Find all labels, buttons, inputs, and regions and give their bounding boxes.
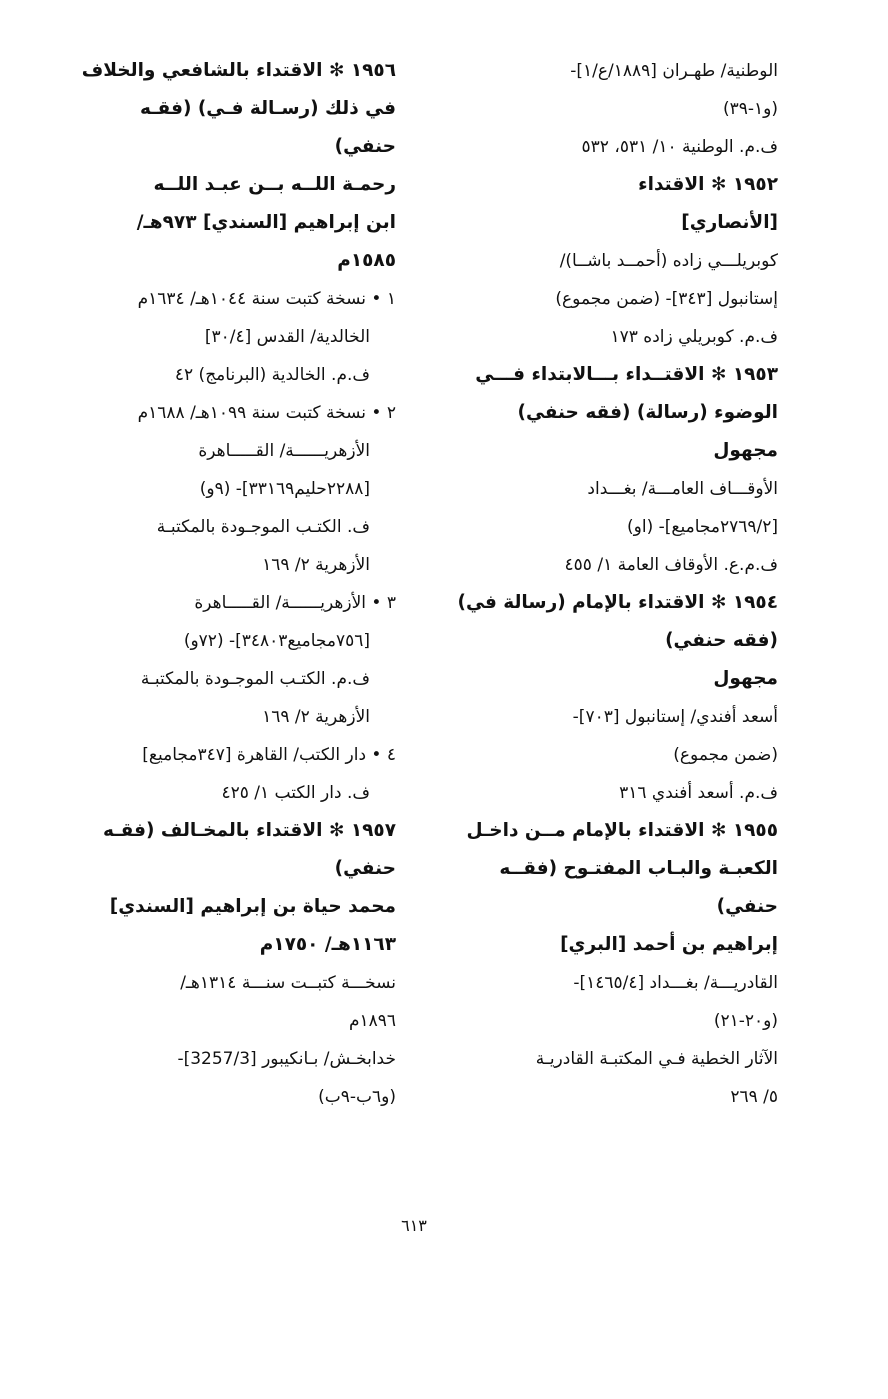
left-column-line: [٢٢٨٨حليم٣٣١٦٩]- (٩و) [199,479,370,499]
right-column-line: [٢٧٦٩/٢مجاميع]- (او) [627,517,778,537]
left-column-line: ف.م. الكتـب الموجـودة بالمكتبـة [140,669,370,689]
left-column-line: ١١٦٣هـ/ ١٧٥٠م [259,934,396,955]
left-column-line: ٤ • دار الكتب/ القاهرة [٣٤٧مجاميع] [142,745,396,765]
page-number: ٦١٣ [401,1216,427,1235]
left-column-line: ١٩٥٦ ✻ الاقتداء بالشافعي والخلاف [81,60,396,81]
left-column-line: ف. دار الكتب ١/ ٤٢٥ [221,783,370,803]
right-column-line: (و١-٣٩) [722,99,778,119]
right-column-line: الأوقـــاف العامـــة/ بغـــداد [587,479,778,499]
right-column-line: القادريـــة/ بغـــداد [١٤٦٥/٤]- [573,973,778,993]
left-column-line: (و٦ب-٩ب) [318,1087,396,1107]
left-column-line: ١٩٥٧ ✻ الاقتداء بالمخـالف (فقـه [103,820,396,841]
right-column-line: ١٩٥٢ ✻ الاقتداء [638,174,778,195]
right-column-line: إبراهيم بن أحمد [البري] [560,934,778,955]
left-column-line: ١٥٨٥م [337,250,396,271]
right-column-line: الوطنية/ طهـران [١٨٨٩/ع/١]- [570,61,778,81]
right-column-line: ١٩٥٣ ✻ الاقتــداء بـــالابتداء فـــي [475,364,778,385]
left-column-line: ١٨٩٦م [348,1011,396,1031]
left-column-line: ف. الكتـب الموجـودة بالمكتبـة [156,517,370,537]
left-column-line: رحمـة اللــه بــن عبـد اللــه [153,174,396,195]
left-column-line: ٢ • نسخة كتبت سنة ١٠٩٩هـ/ ١٦٨٨م [137,403,396,423]
left-column-line: ابن إبراهيم [السندي] ٩٧٣هـ/ [136,212,396,233]
right-column-line: ف.م.ع. الأوقاف العامة ١/ ٤٥٥ [564,555,778,575]
right-column-line: حنفي) [716,896,778,917]
left-column-line: في ذلك (رسـالة فـي) (فقـه [139,98,396,119]
left-column-line: الأزهريــــــة/ القـــــاهرة [198,441,370,461]
right-column-line: ف.م. كوبريلي زاده ١٧٣ [610,327,778,347]
left-column-line: الأزهرية ٢/ ١٦٩ [262,555,370,575]
right-column-line: الوضوء (رسالة) (فقه حنفي) [517,402,778,423]
left-column-line: حنفي) [334,858,396,879]
left-column-line: خدابخـش/ بـانكيبور [3257/3]- [177,1049,396,1069]
right-column-line: (ضمن مجموع) [673,745,778,765]
right-column-line: ٥/ ٢٦٩ [730,1087,778,1107]
right-column-line: ١٩٥٤ ✻ الاقتداء بالإمام (رسالة في) [457,592,778,613]
right-column-line: إستانبول [٣٤٣]- (ضمن مجموع) [555,289,778,309]
left-column-line: ٣ • الأزهريــــــة/ القـــــاهرة [194,593,396,613]
left-column-line: ١ • نسخة كتبت سنة ١٠٤٤هـ/ ١٦٣٤م [137,289,396,309]
right-column-line: ف.م. أسعد أفندي ٣١٦ [619,783,778,803]
right-column-line: (و٢٠-٢١) [713,1011,778,1031]
right-column-line: الآثار الخطية فـي المكتبـة القادريـة [535,1049,778,1069]
right-column-line: ف.م. الوطنية ١٠/ ٥٣١، ٥٣٢ [581,137,778,157]
right-column-line: أسعد أفندي/ إستانبول [٧٠٣]- [572,707,778,727]
right-column-line: (فقه حنفي) [665,630,778,651]
right-column-line: [الأنصاري] [681,212,778,233]
right-column-line: مجهول [713,668,778,689]
right-column [446,52,778,1116]
right-column-line: مجهول [713,440,778,461]
right-column-line: ١٩٥٥ ✻ الاقتداء بالإمام مــن داخـل [466,820,778,841]
left-column-line: نسخـــة كتبــت سنـــة ١٣١٤هـ/ [180,973,396,993]
left-column-line: محمد حياة بن إبراهيم [السندي] [109,896,396,917]
left-column-line: [٧٥٦مجاميع٣٤٨٠٣]- (٧٢و) [183,631,370,651]
left-column-line: الأزهرية ٢/ ١٦٩ [262,707,370,727]
left-column-line: حنفي) [334,136,396,157]
right-column-line: كوبريلـــي زاده (أحمــد باشــا)/ [559,251,778,271]
left-column-line: الخالدية/ القدس [٣٠/٤] [204,327,370,347]
right-column-line: الكعبـة والبـاب المفتـوح (فقــه [499,858,778,879]
left-column [58,52,396,1116]
left-column-line: ف.م. الخالدية (البرنامج) ٤٢ [174,365,370,385]
